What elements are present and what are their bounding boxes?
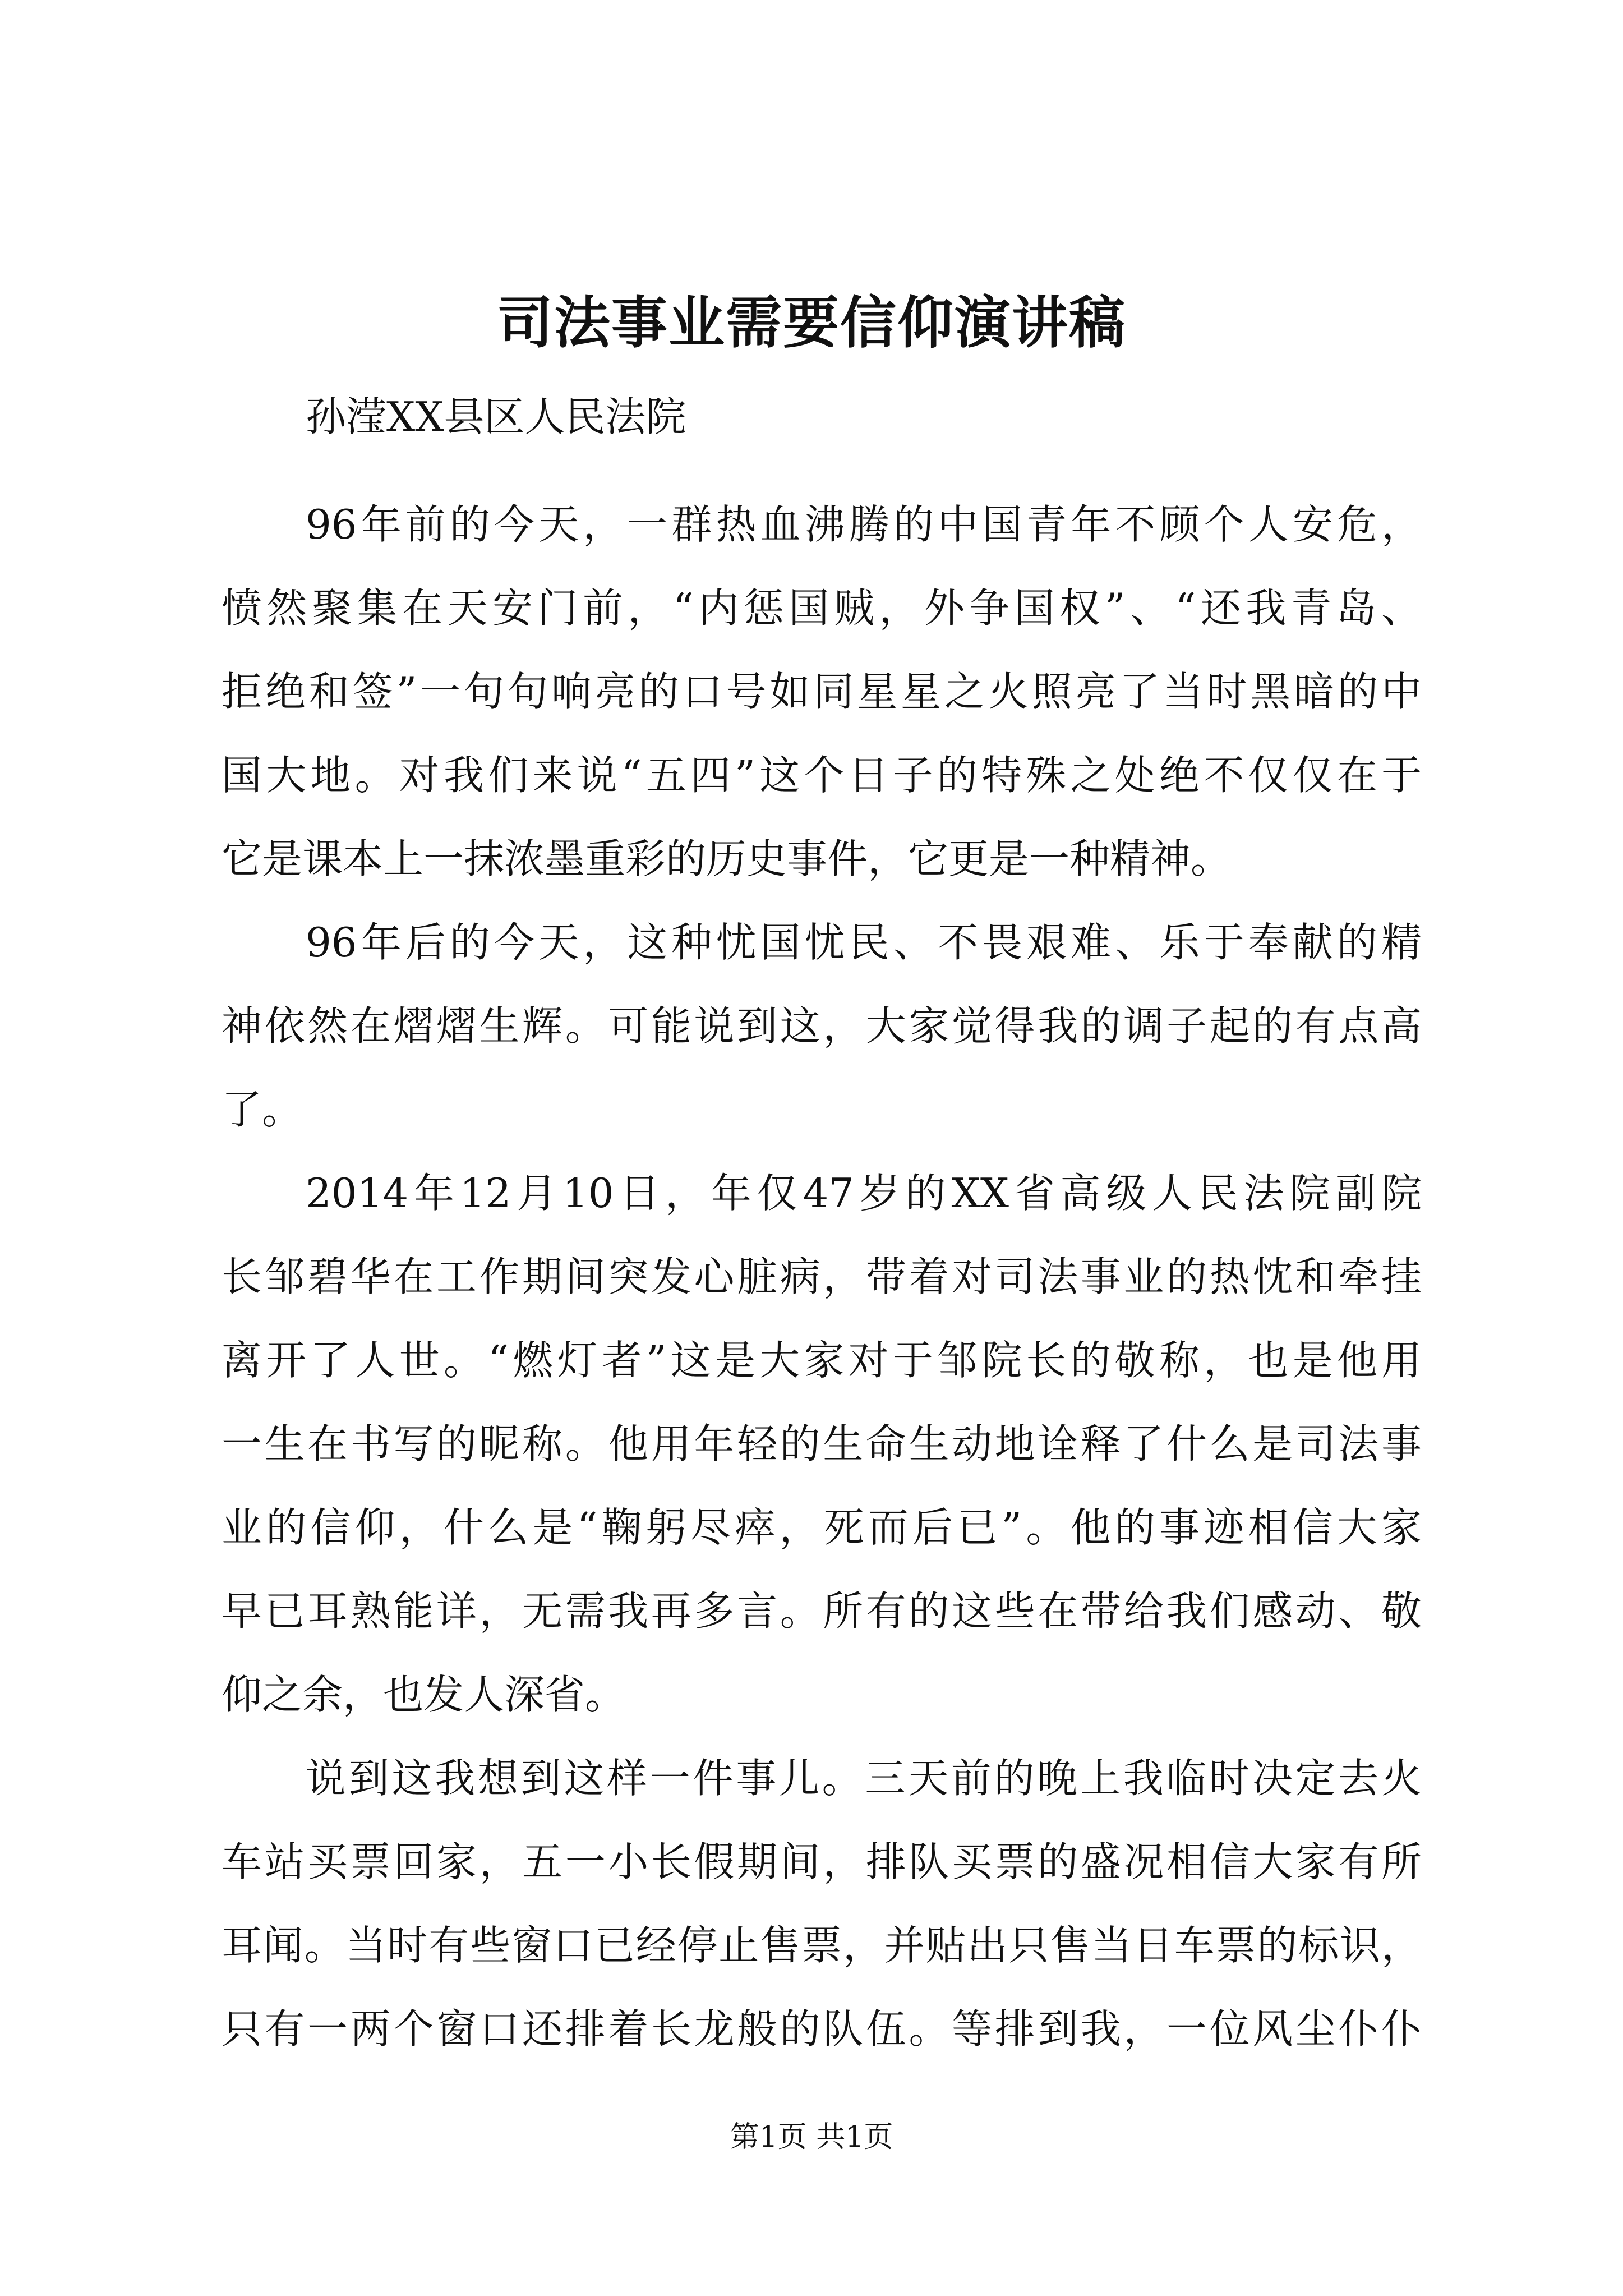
paragraph-line: 神依然在熠熠生辉。可能说到这，大家觉得我的调子起的有点高 [222, 1002, 1422, 1050]
paragraph-line: 离开了人世。“燃灯者”这是大家对于邹院长的敬称，也是他用 [222, 1337, 1422, 1384]
paragraph-line: 一生在书写的昵称。他用年轻的生命生动地诠释了什么是司法事 [222, 1420, 1422, 1467]
paragraph-line: 说到这我想到这样一件事儿。三天前的晚上我临时决定去火 [306, 1755, 1422, 1802]
paragraph-line: 它是课本上一抹浓墨重彩的历史事件，它更是一种精神。 [222, 835, 1232, 882]
paragraph-line: 只有一两个窗口还排着长龙般的队伍。等排到我，一位风尘仆仆 [222, 2005, 1422, 2053]
paragraph-line: 拒绝和签”一句句响亮的口号如同星星之火照亮了当时黑暗的中 [222, 668, 1422, 715]
paragraph-line: 愤然聚集在天安门前，“内惩国贼，外争国权”、“还我青岛、 [222, 585, 1422, 632]
paragraph-line: 96年后的今天，这种忧国忧民、不畏艰难、乐于奉献的精 [306, 919, 1422, 966]
paragraph-line: 了。 [222, 1086, 303, 1133]
paragraph-line: 96年前的今天，一群热血沸腾的中国青年不顾个人安危， [306, 501, 1422, 548]
paragraph-line: 2014年12月10日，年仅47岁的XX省高级人民法院副院 [306, 1170, 1422, 1217]
author-line: 孙滢XX县区人民法院 [306, 393, 686, 440]
paragraph-line: 车站买票回家，五一小长假期间，排队买票的盛况相信大家有所 [222, 1838, 1422, 1885]
paragraph-line: 仰之余，也发人深省。 [222, 1671, 626, 1718]
paragraph-line: 耳闻。当时有些窗口已经停止售票，并贴出只售当日车票的标识， [222, 1922, 1422, 1969]
paragraph-line: 长邹碧华在工作期间突发心脏病，带着对司法事业的热忱和牵挂 [222, 1253, 1422, 1300]
paragraph-line: 业的信仰，什么是“鞠躬尽瘁，死而后已”。他的事迹相信大家 [222, 1504, 1422, 1551]
paragraph-line: 国大地。对我们来说“五四”这个日子的特殊之处绝不仅仅在于 [222, 752, 1422, 799]
page-footer: 第1页 共1页 [730, 2120, 893, 2154]
document-title: 司法事业需要信仰演讲稿 [497, 289, 1126, 356]
paragraph-line: 早已耳熟能详，无需我再多言。所有的这些在带给我们感动、敬 [222, 1588, 1422, 1635]
